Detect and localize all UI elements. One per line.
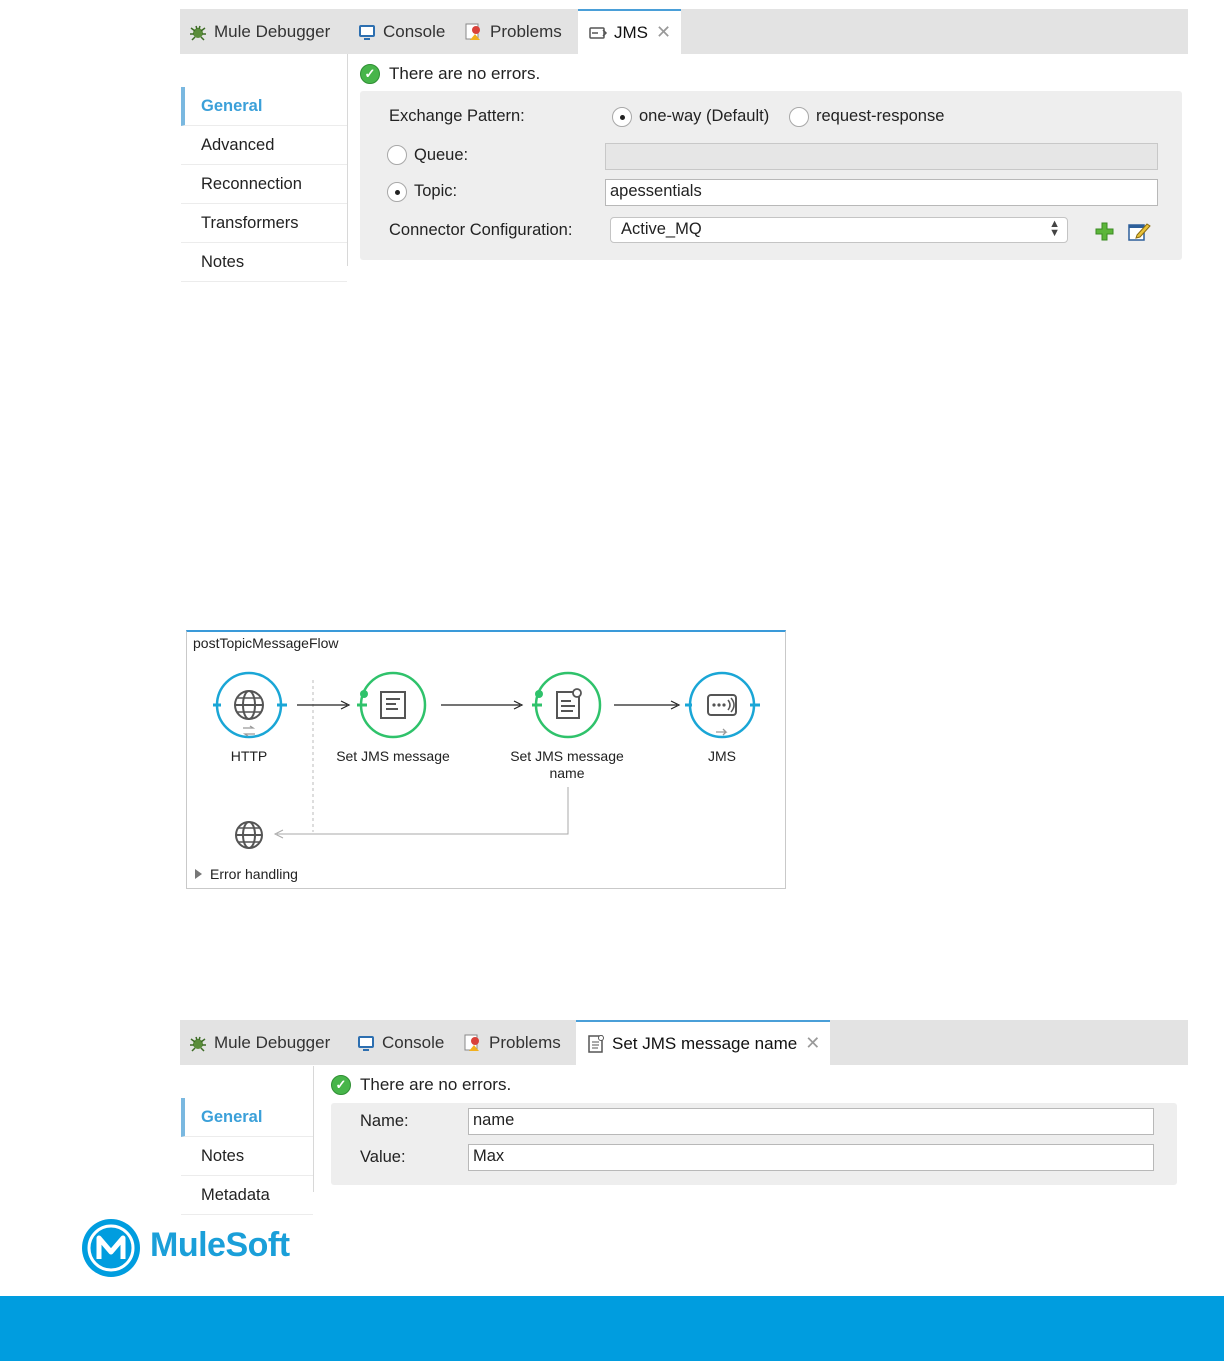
mulesoft-logo-icon bbox=[80, 1217, 142, 1279]
name-input[interactable]: name bbox=[468, 1108, 1154, 1135]
tab-label: JMS bbox=[614, 22, 648, 42]
nav-item-metadata[interactable]: Metadata bbox=[181, 1176, 313, 1215]
http-response-globe-icon bbox=[233, 819, 265, 851]
properties-nav bbox=[181, 54, 348, 271]
flow-canvas bbox=[186, 630, 786, 889]
bug-icon bbox=[188, 22, 208, 42]
chevron-updown-icon: ▲ ▼ bbox=[1049, 218, 1060, 239]
view-tab-bar bbox=[180, 1020, 1188, 1065]
node-label-set-jms-message: Set JMS message bbox=[336, 748, 450, 764]
node-label-jms: JMS bbox=[708, 748, 736, 764]
flow-title: postTopicMessageFlow bbox=[193, 635, 339, 651]
properties-nav bbox=[181, 1066, 314, 1204]
nav-item-general[interactable]: General bbox=[181, 1098, 313, 1137]
topic-label: Topic: bbox=[414, 182, 458, 200]
expand-triangle-icon bbox=[195, 869, 202, 879]
one-way-radio[interactable] bbox=[612, 107, 632, 127]
queue-radio[interactable] bbox=[387, 145, 407, 165]
tab-label: Set JMS message name bbox=[612, 1033, 798, 1053]
status-text: There are no errors. bbox=[360, 1075, 512, 1094]
check-icon: ✓ bbox=[331, 1075, 351, 1095]
problems-icon bbox=[463, 1033, 483, 1053]
nav-item-notes[interactable]: Notes bbox=[181, 1137, 313, 1176]
console-icon bbox=[357, 22, 377, 42]
footer-bar bbox=[0, 1296, 1224, 1361]
set-payload-node-icon[interactable] bbox=[353, 672, 433, 744]
validation-status bbox=[360, 64, 540, 84]
tab-problems[interactable] bbox=[464, 9, 562, 54]
tab-mule-debugger[interactable] bbox=[188, 9, 330, 54]
close-icon[interactable]: ✕ bbox=[656, 22, 672, 42]
nav-item-notes[interactable]: Notes bbox=[181, 243, 347, 282]
error-handling-label: Error handling bbox=[210, 866, 298, 882]
nav-item-general[interactable]: General bbox=[181, 87, 347, 126]
tab-problems[interactable] bbox=[463, 1020, 561, 1065]
tab-console[interactable] bbox=[357, 9, 445, 54]
set-property-icon bbox=[586, 1034, 606, 1054]
topic-input[interactable]: apessentials bbox=[605, 179, 1158, 206]
http-node-icon[interactable] bbox=[211, 672, 291, 752]
value-input[interactable]: Max bbox=[468, 1144, 1154, 1171]
nav-item-transformers[interactable]: Transformers bbox=[181, 204, 347, 243]
tab-label: Problems bbox=[490, 21, 562, 41]
nav-item-advanced[interactable]: Advanced bbox=[181, 126, 347, 165]
tab-label: Problems bbox=[489, 1032, 561, 1052]
tab-label: Console bbox=[383, 21, 446, 41]
tab-mule-debugger[interactable] bbox=[188, 1020, 330, 1065]
request-response-radio[interactable] bbox=[789, 107, 809, 127]
add-icon[interactable] bbox=[1094, 221, 1115, 242]
mulesoft-wordmark: MuleSoft bbox=[150, 1226, 290, 1264]
node-label-http: HTTP bbox=[230, 748, 268, 764]
request-response-label: request-response bbox=[816, 107, 945, 125]
tab-label: Console bbox=[382, 1032, 445, 1052]
nav-item-reconnection[interactable]: Reconnection bbox=[181, 165, 347, 204]
edit-icon[interactable] bbox=[1128, 220, 1151, 242]
jms-node-icon[interactable] bbox=[684, 672, 764, 752]
value-label: Value: bbox=[360, 1148, 406, 1166]
console-icon bbox=[356, 1033, 376, 1053]
connector-configuration-label: Connector Configuration: bbox=[389, 221, 573, 239]
queue-label: Queue: bbox=[414, 146, 469, 164]
tab-jms[interactable] bbox=[578, 9, 681, 54]
exchange-pattern-label: Exchange Pattern: bbox=[389, 107, 525, 125]
node-label-set-jms-message-name: Set JMS message name bbox=[510, 748, 624, 781]
name-label: Name: bbox=[360, 1112, 409, 1130]
bug-icon bbox=[188, 1033, 208, 1053]
error-handling-toggle[interactable] bbox=[195, 866, 298, 882]
tab-label: Mule Debugger bbox=[214, 1032, 331, 1052]
topic-radio[interactable] bbox=[387, 182, 407, 202]
validation-status bbox=[331, 1075, 511, 1095]
one-way-label: one-way (Default) bbox=[639, 107, 770, 125]
select-value: Active_MQ bbox=[621, 220, 702, 238]
problems-icon bbox=[464, 22, 484, 42]
close-icon[interactable]: ✕ bbox=[805, 1033, 821, 1053]
tab-console[interactable] bbox=[356, 1020, 444, 1065]
tab-label: Mule Debugger bbox=[214, 21, 331, 41]
tab-set-jms-message-name[interactable] bbox=[576, 1020, 830, 1065]
connector-configuration-select[interactable] bbox=[610, 217, 1068, 243]
check-icon: ✓ bbox=[360, 64, 380, 84]
jms-icon bbox=[588, 23, 608, 43]
queue-input[interactable] bbox=[605, 143, 1158, 170]
view-tab-bar bbox=[180, 9, 1188, 54]
status-text: There are no errors. bbox=[389, 64, 541, 83]
set-property-node-icon[interactable] bbox=[526, 672, 606, 744]
